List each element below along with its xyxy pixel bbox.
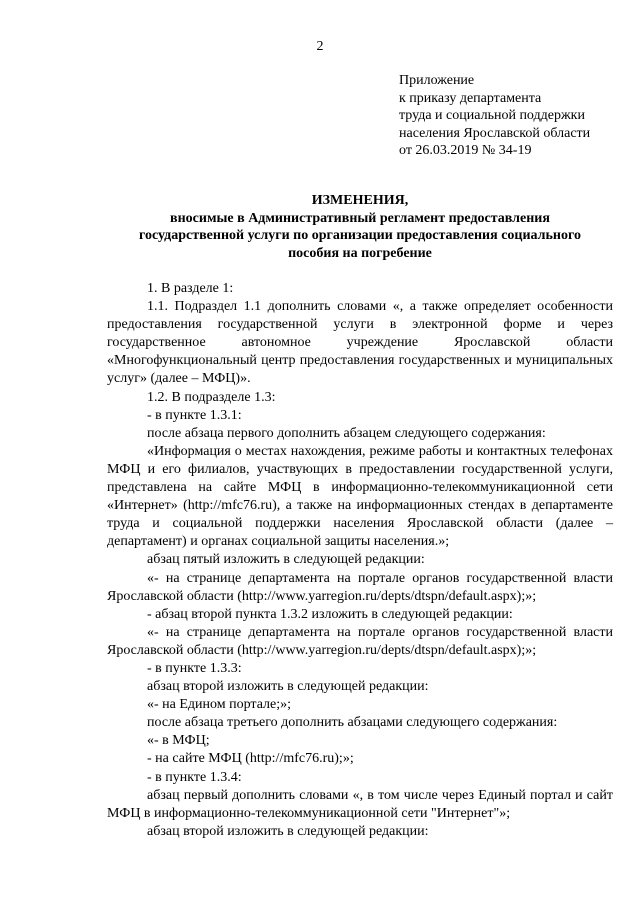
paragraph: - в пункте 1.3.3: bbox=[147, 660, 242, 676]
paragraph: - абзац второй пункта 1.3.2 изложить в следующей редакции: bbox=[147, 606, 513, 622]
title-line: государственной услуги по организации предоставления социального bbox=[139, 228, 581, 244]
paragraph: абзац пятый изложить в следующей редакции: bbox=[147, 552, 425, 568]
page-number: 2 bbox=[316, 39, 324, 54]
paragraph: - в пункте 1.3.4: bbox=[147, 769, 242, 785]
approval-line: Приложение bbox=[399, 73, 475, 88]
paragraph: после абзаца третьего дополнить абзацами следующего содержания: bbox=[147, 715, 558, 731]
paragraph: абзац второй изложить в следующей редакции: bbox=[147, 823, 429, 839]
paragraph: после абзаца первого дополнить абзацем следующего содержания: bbox=[147, 425, 546, 441]
approval-line: населения Ярославской области bbox=[399, 125, 591, 141]
title-heading: ИЗМЕНЕНИЯ, bbox=[311, 193, 409, 208]
paragraph: - в пункте 1.3.1: bbox=[147, 407, 242, 423]
paragraph: абзац второй изложить в следующей редакции: bbox=[147, 679, 429, 695]
title-line: пособия на погребение bbox=[288, 245, 432, 261]
document-body bbox=[107, 280, 613, 841]
approval-line: к приказу департамента bbox=[399, 90, 542, 106]
title-line: вносимые в Административный регламент предоставления bbox=[170, 210, 550, 226]
approval-line: труда и социальной поддержки bbox=[399, 108, 585, 124]
approval-block bbox=[399, 72, 629, 160]
paragraph: - на сайте МФЦ (http://mfc76.ru);»; bbox=[147, 751, 354, 767]
paragraph: 1. В разделе 1: bbox=[147, 281, 234, 296]
paragraph: «- на странице департамента на портале органов государственной власти Ярославской области (http://www.yarregion.ru/depts/dtspn/default.aspx);»; bbox=[107, 570, 613, 604]
paragraph: «- на странице департамента на портале органов государственной власти Ярославской области (http://www.yarregion.ru/depts/dtspn/default.aspx);»; bbox=[107, 624, 613, 658]
paragraph: 1.2. В подразделе 1.3: bbox=[147, 389, 276, 405]
paragraph: абзац первый дополнить словами «, в том числе через Единый портал и сайт МФЦ в информационно-телекоммуникационной сети "Интернет"»; bbox=[107, 787, 613, 821]
approval-line: от 26.03.2019 № 34-19 bbox=[399, 143, 532, 159]
paragraph: 1.1. Подраздел 1.1 дополнить словами «, а также определяет особенности предоставления государственной услуги в электронной форме и через государственное автономное учреждение Ярославской области «Многофункциональный центр предоставления государственных и муниципальных услуг» (далее – МФЦ)». bbox=[107, 299, 613, 387]
paragraph: «- в МФЦ; bbox=[147, 733, 210, 749]
paragraph: «- на Едином портале;»; bbox=[147, 697, 292, 713]
document-title bbox=[100, 192, 620, 262]
paragraph: «Информация о местах нахождения, режиме работы и контактных телефонах МФЦ и его филиалов, участвующих в предоставлении государственной услуги, представлена на сайте МФЦ в информационно-телекоммуникационной сети «Интернет» (http://mfc76.ru), а также на информационных стендах в департаменте труда и социальной поддержки населения Ярославской области (далее – департамент) и органах социальной защиты населения.»; bbox=[107, 443, 613, 550]
